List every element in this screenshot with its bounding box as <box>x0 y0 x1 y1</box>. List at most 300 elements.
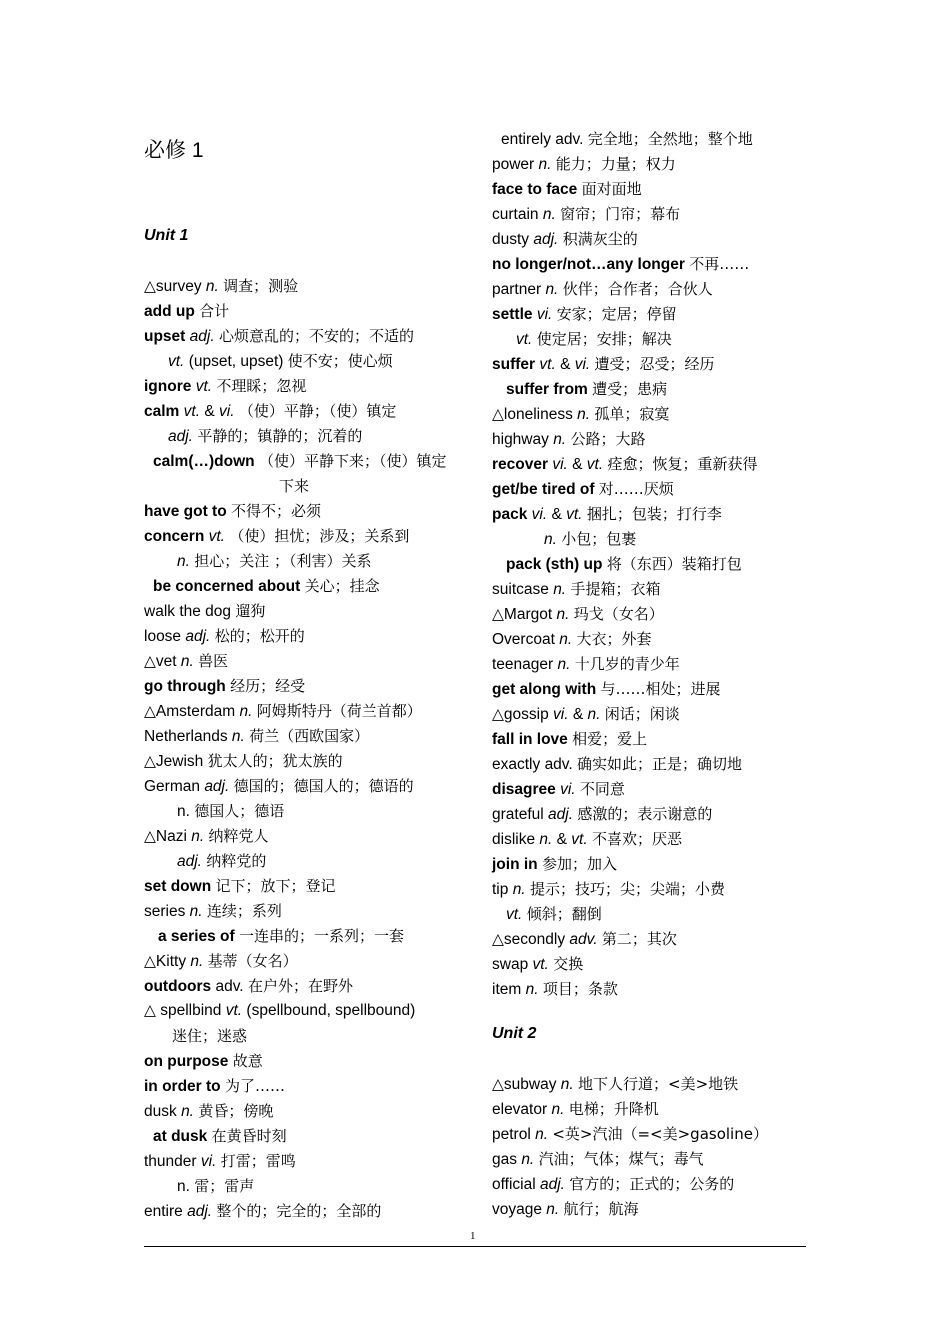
vocab-entry <box>492 804 712 825</box>
page-title: 必修 1 <box>144 139 204 162</box>
vocab-word: be concerned about <box>153 578 301 595</box>
part-of-speech: n. <box>542 206 556 223</box>
vocab-entry <box>492 504 722 525</box>
vocab-meaning: 闲话；闲谈 <box>604 705 680 723</box>
vocab-word: suffer from <box>506 381 588 398</box>
vocab-meaning: 对……厌烦 <box>598 480 674 498</box>
vocab-entry <box>492 929 677 950</box>
vocab-entry <box>144 1076 285 1097</box>
vocab-word: item <box>492 981 522 998</box>
part-of-speech: adj. <box>533 231 559 248</box>
part-of-speech: adj. <box>185 628 211 645</box>
vocab-word: loose <box>144 628 182 645</box>
vocab-meaning: 手提箱；衣箱 <box>570 580 661 598</box>
vocab-entry <box>492 779 625 800</box>
vocab-word: German <box>144 778 200 795</box>
vocab-entry <box>177 801 284 822</box>
vocab-entry <box>144 501 321 522</box>
vocab-entry <box>144 1201 381 1222</box>
vocab-meaning: 痊愈；恢复；重新获得 <box>607 455 758 473</box>
vocab-entry <box>492 479 674 500</box>
vocab-entry <box>177 1176 254 1197</box>
vocab-entry <box>492 454 758 475</box>
part-of-speech: n. <box>546 1201 560 1218</box>
vocab-meaning: 倾斜；翻倒 <box>526 905 602 923</box>
vocab-word: on purpose <box>144 1053 229 1070</box>
vocab-entry <box>492 629 651 650</box>
vocab-word: △Jewish <box>144 753 204 770</box>
vocab-entry <box>492 1074 738 1095</box>
part-of-speech: n. <box>535 1126 549 1143</box>
vocab-word: swap <box>492 956 529 973</box>
vocab-meaning: 打雷；雷鸣 <box>220 1152 296 1170</box>
part-of-speech: adj. <box>168 428 193 445</box>
vocab-meaning: 积满灰尘的 <box>562 230 638 248</box>
vocab-entry <box>506 554 742 575</box>
part-of-speech: vi. <box>553 706 569 723</box>
vocab-word: entirely <box>501 131 551 148</box>
vocab-entry <box>144 326 414 347</box>
vocab-word: suffer <box>492 356 536 373</box>
vocab-entry <box>144 776 414 797</box>
vocab-word: power <box>492 156 535 173</box>
vocab-meaning: 德国的；德国人的；德语的 <box>233 777 414 795</box>
unit-heading-text: Unit 2 <box>492 1025 537 1042</box>
vocab-meaning: 故意 <box>232 1052 263 1070</box>
vocab-meaning: 心烦意乱的；不安的；不适的 <box>218 327 414 345</box>
vocab-meaning: 遛狗 <box>235 602 266 620</box>
part-of-speech: adj. <box>189 328 215 345</box>
vocab-meaning: 窗帘；门帘；幕布 <box>560 205 681 223</box>
vocab-word: dislike <box>492 831 536 848</box>
vocab-word: △Margot <box>492 606 553 623</box>
vocab-word: join in <box>492 856 538 873</box>
vocab-word: △Nazi <box>144 828 187 845</box>
vocab-meaning: 迷住；迷惑 <box>172 1027 248 1045</box>
vocab-word: dusk <box>144 1103 177 1120</box>
vocab-meaning: 项目；条款 <box>542 980 618 998</box>
vocab-word: △Amsterdam <box>144 703 236 720</box>
vocab-entry <box>144 901 282 922</box>
vocab-extra: & <box>572 706 584 723</box>
vocab-meaning: （使）平静；（使）镇定 <box>238 402 397 420</box>
part-of-speech: vi. <box>560 781 576 798</box>
vocab-meaning: 电梯；升降机 <box>568 1100 659 1118</box>
vocab-entry <box>492 1199 639 1220</box>
vocab-meaning: 兽医 <box>198 652 229 670</box>
vocab-word: △survey <box>144 278 202 295</box>
vocab-meaning: 松的；松开的 <box>214 627 305 645</box>
part-of-speech: n. <box>538 156 552 173</box>
part-of-speech: n. <box>556 606 570 623</box>
vocab-entry <box>492 604 664 625</box>
part-of-speech: vt. <box>586 456 604 473</box>
vocab-meaning: 不理睬；忽视 <box>216 377 307 395</box>
vocab-entry <box>492 1149 704 1170</box>
part-of-speech: vt. <box>225 1002 243 1019</box>
vocab-entry <box>492 404 669 425</box>
part-of-speech: vi. <box>219 403 235 420</box>
vocab-meaning: 为了…… <box>224 1077 285 1095</box>
vocab-word: dusty <box>492 231 530 248</box>
vocab-word: face to face <box>492 181 578 198</box>
vocab-entry <box>501 129 753 150</box>
vocab-entry <box>544 529 636 550</box>
vocab-word: △subway <box>492 1076 557 1093</box>
vocab-entry <box>177 851 266 872</box>
part-of-speech: vi. <box>200 1153 217 1170</box>
vocab-entry <box>492 1099 659 1120</box>
part-of-speech: n. <box>553 431 567 448</box>
vocab-word: suitcase <box>492 581 549 598</box>
vocab-entry <box>144 1001 415 1021</box>
vocab-entry <box>168 426 362 447</box>
vocab-meaning: 将（东西）装箱打包 <box>606 555 742 573</box>
part-of-speech: n. <box>551 1101 565 1118</box>
vocab-meaning: 记下；放下；登记 <box>215 877 336 895</box>
vocab-entry <box>516 329 672 350</box>
part-of-speech: adv. <box>569 931 598 948</box>
vocab-entry <box>492 154 676 175</box>
vocab-extra: & <box>560 356 571 373</box>
part-of-speech: vi. <box>536 306 553 323</box>
vocab-extra: & <box>556 831 567 848</box>
vocab-entry <box>144 726 369 747</box>
vocab-meaning: 小包；包裹 <box>561 530 637 548</box>
part-of-speech: vt. <box>183 403 201 420</box>
vocab-word: curtain <box>492 206 539 223</box>
vocab-word: highway <box>492 431 549 448</box>
part-of-speech: vi. <box>574 356 591 373</box>
vocab-entry <box>492 179 642 200</box>
part-of-speech: vt. <box>539 356 556 373</box>
vocab-word: petrol <box>492 1126 531 1143</box>
vocab-word: Overcoat <box>492 631 555 648</box>
part-of-speech: adj. <box>204 778 230 795</box>
vocab-meaning: 公路；大路 <box>570 430 646 448</box>
vocab-meaning: 纳粹党的 <box>206 852 267 870</box>
vocab-meaning: （使）平静下来；（使）镇定 <box>258 452 447 470</box>
vocab-word: exactly <box>492 756 541 773</box>
vocab-word: calm(…)down <box>153 453 255 470</box>
vocab-meaning: 十几岁的青少年 <box>574 655 680 673</box>
page-number: 1 <box>470 1230 476 1242</box>
vocab-meaning: 基蒂（女名） <box>207 952 298 970</box>
vocab-entry <box>144 401 396 422</box>
vocab-meaning: 提示；技巧；尖；尖端；小费 <box>529 880 725 898</box>
vocab-word: pack (sth) up <box>506 556 603 573</box>
unit-heading <box>492 1024 536 1044</box>
vocab-meaning: 使不安；使心烦 <box>287 352 393 370</box>
vocab-word: entire <box>144 1203 183 1220</box>
vocab-word: voyage <box>492 1201 542 1218</box>
vocab-word: official <box>492 1176 536 1193</box>
part-of-speech: vt. <box>506 906 523 923</box>
vocab-word: fall in love <box>492 731 568 748</box>
vocab-meaning: 平静的；镇静的；沉着的 <box>197 427 363 445</box>
vocab-word: concern <box>144 528 205 545</box>
footer-rule <box>144 1246 806 1247</box>
vocab-entry <box>144 951 298 972</box>
vocab-meaning: 与……相处；进展 <box>600 680 721 698</box>
part-of-speech: n. <box>587 706 601 723</box>
vocab-meaning: 遭受；忍受；经历 <box>594 355 715 373</box>
vocab-meaning: 合计 <box>199 302 230 320</box>
vocab-meaning: 整个的；完全的；全部的 <box>216 1202 382 1220</box>
vocab-meaning: 交换 <box>553 955 584 973</box>
vocab-entry <box>492 704 680 725</box>
vocab-entry <box>153 1126 287 1147</box>
vocab-entry <box>506 904 602 925</box>
vocab-meaning: 荷兰（西欧国家） <box>249 727 370 745</box>
vocab-entry <box>492 879 725 900</box>
vocab-entry <box>144 651 228 672</box>
vocab-meaning: 捆扎；包装；打行李 <box>586 505 722 523</box>
vocab-meaning: 能力；力量；权力 <box>555 155 676 173</box>
vocab-entry <box>492 954 583 975</box>
vocab-word: calm <box>144 403 180 420</box>
part-of-speech: n. <box>521 1151 535 1168</box>
part-of-speech: n. <box>190 953 204 970</box>
vocab-word: thunder <box>144 1153 197 1170</box>
vocab-meaning: 犹太人的；犹太族的 <box>207 752 343 770</box>
vocab-word: recover <box>492 456 549 473</box>
vocab-entry <box>144 1101 273 1122</box>
part-of-speech: n. <box>181 1103 194 1120</box>
vocab-entry <box>158 926 404 947</box>
vocab-meaning: 相爱；爱上 <box>572 730 648 748</box>
vocab-meaning: 不再…… <box>689 255 750 273</box>
vocab-word: △ spellbind <box>144 1002 222 1019</box>
vocab-meaning: 在黄昏时刻 <box>211 1127 287 1145</box>
vocab-entry <box>492 354 715 375</box>
vocab-extra: (upset, upset) <box>188 353 284 370</box>
part-of-speech: vt. <box>208 528 225 545</box>
vocab-meaning: 不喜欢；厌恶 <box>591 830 682 848</box>
vocab-word: get/be tired of <box>492 481 595 498</box>
vocab-entry <box>144 526 409 547</box>
vocab-meaning: 汽油；气体；煤气；毒气 <box>538 1150 704 1168</box>
vocab-extra: n. <box>177 1178 190 1195</box>
vocab-extra: (spellbound, spellbound) <box>246 1002 416 1019</box>
vocab-entry <box>177 551 372 572</box>
vocab-word: add up <box>144 303 195 320</box>
vocab-meaning: 地下人行道；<美>地铁 <box>578 1075 739 1093</box>
vocab-entry <box>492 304 677 325</box>
vocab-extra: & <box>572 456 583 473</box>
vocab-meaning: 遭受；患病 <box>592 380 668 398</box>
vocab-word: △Kitty <box>144 953 187 970</box>
vocab-entry <box>144 976 353 997</box>
vocab-entry <box>144 1151 296 1172</box>
vocab-entry <box>492 579 660 600</box>
vocab-word: elevator <box>492 1101 548 1118</box>
vocab-entry <box>492 679 721 700</box>
vocab-word: ignore <box>144 378 192 395</box>
vocab-meaning: 完全地；全然地；整个地 <box>587 130 753 148</box>
vocab-entry <box>492 754 742 775</box>
vocab-entry <box>492 429 645 450</box>
vocab-entry <box>492 229 638 250</box>
vocab-word: at dusk <box>153 1128 208 1145</box>
part-of-speech: n. <box>205 278 219 295</box>
vocab-entry <box>492 979 618 1000</box>
vocab-extra: & <box>204 403 215 420</box>
vocab-meaning: 不得不；必须 <box>230 502 321 520</box>
vocab-extra: & <box>551 506 562 523</box>
vocab-entry <box>144 276 298 297</box>
vocab-meaning: 纳粹党人 <box>208 827 269 845</box>
vocab-word: in order to <box>144 1078 221 1095</box>
vocab-word: grateful <box>492 806 544 823</box>
vocab-meaning: 不同意 <box>579 780 625 798</box>
vocab-extra: adv. <box>555 131 584 148</box>
vocab-word: have got to <box>144 503 227 520</box>
vocab-entry <box>492 204 680 225</box>
vocab-entry <box>492 654 680 675</box>
vocab-meaning: 安家；定居；停留 <box>556 305 677 323</box>
vocab-meaning: 第二；其次 <box>601 930 677 948</box>
vocab-meaning: 阿姆斯特丹（荷兰首都） <box>256 702 422 720</box>
vocab-word: △gossip <box>492 706 549 723</box>
vocab-entry <box>144 751 343 772</box>
part-of-speech: n. <box>539 831 553 848</box>
unit-heading-text: Unit 1 <box>144 227 189 244</box>
vocab-entry <box>153 451 446 472</box>
vocab-entry <box>172 1026 247 1047</box>
part-of-speech: vt. <box>168 353 185 370</box>
vocab-word: get along with <box>492 681 597 698</box>
vocab-meaning: 下来 <box>279 477 310 495</box>
vocab-meaning: 在户外；在野外 <box>247 977 353 995</box>
part-of-speech: adj. <box>539 1176 565 1193</box>
vocab-meaning: 航行；航海 <box>563 1200 639 1218</box>
vocab-word: partner <box>492 281 542 298</box>
vocab-word: upset <box>144 328 186 345</box>
vocab-entry <box>153 576 380 597</box>
vocab-meaning: 使定居；安排；解决 <box>536 330 672 348</box>
vocab-extra: adv. <box>215 978 244 995</box>
vocab-word: no longer/not…any longer <box>492 256 685 273</box>
vocab-entry <box>144 301 229 322</box>
vocab-entry <box>144 826 269 847</box>
part-of-speech: n. <box>577 406 591 423</box>
vocab-entry <box>492 854 617 875</box>
vocab-word: disagree <box>492 781 556 798</box>
part-of-speech: adj. <box>187 1203 213 1220</box>
part-of-speech: n. <box>239 703 253 720</box>
vocab-meaning: 玛戈（女名） <box>573 605 664 623</box>
vocab-meaning: 感激的；表示谢意的 <box>577 805 713 823</box>
vocab-entry <box>506 379 667 400</box>
vocab-meaning: 调查；测验 <box>223 277 299 295</box>
part-of-speech: n. <box>544 531 557 548</box>
vocab-word: Netherlands <box>144 728 228 745</box>
vocab-word: walk the dog <box>144 603 232 620</box>
part-of-speech: vt. <box>566 506 583 523</box>
vocab-meaning: 黄昏；傍晚 <box>198 1102 274 1120</box>
part-of-speech: n. <box>557 656 571 673</box>
vocab-word: a series of <box>158 928 235 945</box>
vocab-entry <box>492 254 749 275</box>
vocab-entry <box>144 1051 263 1072</box>
vocab-meaning: 担心；关注 ；（利害）关系 <box>194 552 372 570</box>
part-of-speech: n. <box>560 1076 574 1093</box>
vocab-entry <box>144 676 305 697</box>
vocab-word: outdoors <box>144 978 212 995</box>
vocab-entry <box>492 1174 734 1195</box>
unit-heading <box>144 226 188 246</box>
vocab-meaning: 参加；加入 <box>541 855 617 873</box>
part-of-speech: n. <box>559 631 573 648</box>
part-of-speech: n. <box>553 581 567 598</box>
part-of-speech: vi. <box>552 456 568 473</box>
vocab-meaning: 连续；系列 <box>206 902 282 920</box>
vocab-meaning: 德国人；德语 <box>194 802 285 820</box>
part-of-speech: n. <box>525 981 539 998</box>
vocab-meaning: 经历；经受 <box>230 677 306 695</box>
vocab-entry <box>144 601 265 622</box>
vocab-meaning: 面对面地 <box>581 180 642 198</box>
vocab-word: settle <box>492 306 533 323</box>
vocab-entry <box>492 1124 768 1145</box>
part-of-speech: n. <box>177 553 190 570</box>
vocab-word: △secondly <box>492 931 566 948</box>
vocab-entry <box>144 876 336 897</box>
part-of-speech: vt. <box>571 831 588 848</box>
part-of-speech: adj. <box>548 806 574 823</box>
part-of-speech: n. <box>191 828 205 845</box>
vocab-meaning: （使）担忧；涉及；关系到 <box>229 527 410 545</box>
vocab-entry <box>144 626 305 647</box>
part-of-speech: vt. <box>195 378 213 395</box>
vocab-word: tip <box>492 881 509 898</box>
part-of-speech: vt. <box>532 956 549 973</box>
vocab-entry <box>492 729 647 750</box>
part-of-speech: n. <box>189 903 203 920</box>
vocab-entry <box>144 376 306 397</box>
vocab-meaning: 确实如此；正是；确切地 <box>577 755 743 773</box>
vocab-entry <box>492 279 713 300</box>
part-of-speech: n. <box>180 653 194 670</box>
part-of-speech: n. <box>231 728 245 745</box>
vocab-meaning: 雷；雷声 <box>194 1177 255 1195</box>
vocab-word: go through <box>144 678 226 695</box>
part-of-speech: n. <box>545 281 559 298</box>
part-of-speech: adj. <box>177 853 202 870</box>
vocab-entry <box>168 351 393 372</box>
part-of-speech: vi. <box>531 506 548 523</box>
vocab-meaning: 官方的；正式的；公务的 <box>569 1175 735 1193</box>
vocab-meaning: <英>汽油（=<美>gasoline） <box>552 1125 768 1143</box>
vocab-meaning: 关心；挂念 <box>304 577 380 595</box>
vocab-entry <box>279 476 309 497</box>
vocab-entry <box>492 829 682 850</box>
vocab-word: gas <box>492 1151 517 1168</box>
vocab-word: △loneliness <box>492 406 573 423</box>
vocab-extra: adv. <box>544 756 573 773</box>
vocab-word: set down <box>144 878 212 895</box>
vocab-meaning: 一连串的；一系列；一套 <box>239 927 405 945</box>
vocab-meaning: 伙伴；合作者；合伙人 <box>562 280 713 298</box>
vocab-entry <box>144 701 422 722</box>
vocab-meaning: 大衣；外套 <box>576 630 652 648</box>
vocab-word: teenager <box>492 656 554 673</box>
vocab-extra: n. <box>177 803 190 820</box>
vocab-meaning: 孤单；寂寞 <box>594 405 670 423</box>
vocab-word: series <box>144 903 186 920</box>
part-of-speech: vt. <box>516 331 533 348</box>
